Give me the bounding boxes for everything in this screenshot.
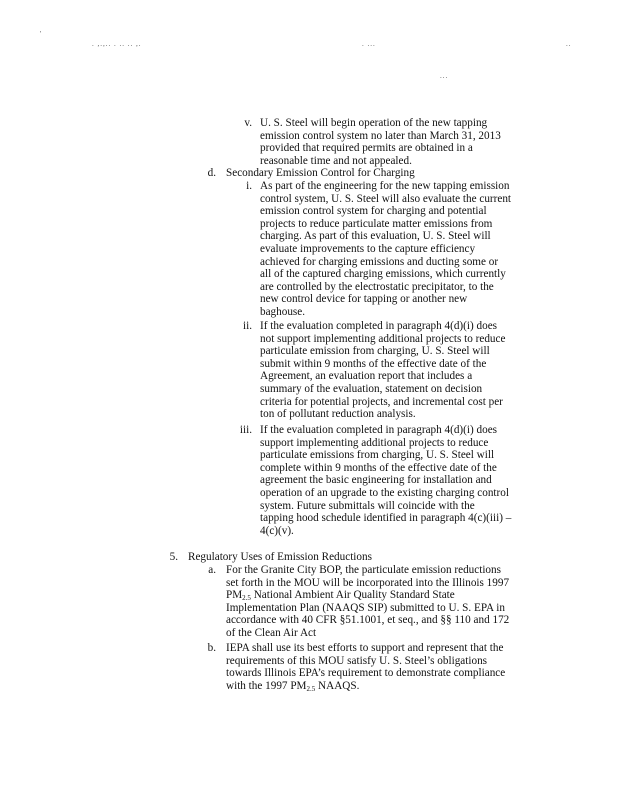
text-line: not support implementing additional projects to reduce — [260, 332, 506, 345]
text-line — [226, 680, 505, 693]
text-line: If the evaluation completed in paragraph 4(d)(i) does — [260, 424, 498, 436]
text-line — [226, 589, 509, 602]
section-heading-5: Regulatory Uses of Emission Reductions — [188, 551, 372, 563]
text-line: ton of pollutant reduction analysis. — [260, 408, 416, 421]
item-label-4d-ii: ii. — [242, 320, 252, 332]
text-line: charging. As part of this evaluation, U. S. Steel will — [260, 230, 491, 243]
text-line: all of the captured charging emissions, which currently — [260, 268, 506, 281]
text-line: 4(c)(v). — [260, 524, 294, 537]
text-line: requirements of this MOU satisfy U. S. Steel’s obligations — [226, 654, 488, 667]
text-line: As part of the engineering for the new tapping emission — [260, 180, 510, 192]
text-line: submit within 9 months of the effective date of the — [260, 357, 487, 370]
item-label-4c-v: v. — [244, 117, 252, 129]
item-label-5: 5. — [169, 551, 178, 563]
item-label-5a: a. — [208, 564, 216, 576]
text-line: of the Clean Air Act — [226, 626, 317, 639]
text-line: reasonable time and not appealed. — [260, 154, 412, 167]
text-line: emission control system no later than March 31, 2013 — [260, 129, 501, 142]
paragraph-4d-i — [260, 180, 511, 319]
text-line: evaluate improvements to the capture efficiency — [260, 242, 476, 255]
text-line: Implementation Plan (NAAQS SIP) submitted to U. S. EPA in — [226, 601, 505, 614]
text-line: control system, U. S. Steel will also evaluate the current — [260, 192, 512, 205]
text-line: particulate emission from charging, U. S. Steel will — [260, 345, 490, 358]
text-line: U. S. Steel will begin operation of the new tapping — [260, 117, 488, 129]
text-line: provided that required permits are obtained in a — [260, 142, 473, 155]
text-line: tapping hood schedule identified in paragraph 4(c)(iii) – — [260, 512, 512, 525]
section-heading-4d: Secondary Emission Control for Charging — [226, 167, 415, 179]
item-label-5b: b. — [207, 642, 216, 654]
item-label-4d: d. — [207, 167, 216, 179]
item-label-4d-iii: iii. — [239, 424, 252, 436]
text-line: accordance with 40 CFR §51.1001, et seq., and §§ 110 and 172 — [226, 614, 510, 627]
text-line: towards Illinois EPA’s requirement to demonstrate compliance — [226, 667, 506, 680]
pm-text: PM — [226, 589, 243, 602]
scan-mark: . ,.,.. . .. .. ,. — [92, 40, 142, 48]
text-line: agreement the basic engineering for installation and — [260, 474, 492, 487]
text-line: new control device for tapping or another new — [260, 293, 468, 306]
pm-subscript: 2.5 — [242, 594, 251, 603]
text-line: summary of the evaluation, statement on decision — [260, 382, 483, 395]
text-line: operation of an upgrade to the existing charging control — [260, 486, 509, 499]
text-line: Agreement, an evaluation report that includes a — [260, 370, 473, 383]
text-line: achieved for charging emissions and ducting some or — [260, 255, 499, 268]
scan-mark: . ... — [362, 40, 376, 48]
paragraph-5a — [226, 564, 509, 640]
text-line: support implementing additional projects to reduce — [260, 436, 489, 449]
text-line: system. Future submittals will coincide with the — [260, 499, 475, 512]
paragraph-5b — [226, 642, 505, 692]
text-line: particulate emissions from charging, U. S. Steel will — [260, 449, 495, 462]
text-line: projects to reduce particulate matter emissions from — [260, 217, 493, 230]
text-segment: with the 1997 PM — [226, 679, 307, 692]
pm-subscript: 2.5 — [306, 684, 316, 693]
paragraph-4d-ii — [260, 320, 505, 421]
paragraph-4c-v — [260, 117, 501, 167]
text-segment: NAAQS. — [315, 679, 360, 692]
paragraph-4d-iii — [260, 424, 511, 537]
text-line: set forth in the MOU will be incorporated into the Illinois 1997 — [226, 576, 510, 589]
item-label-4d-i: i. — [246, 180, 252, 192]
scan-mark: ... — [440, 72, 449, 80]
scan-mark: .. — [566, 40, 572, 48]
text-line: complete within 9 months of the effective date of the — [260, 461, 497, 474]
text-line: IEPA shall use its best efforts to support and represent that the — [226, 642, 504, 654]
text-segment: National Ambient Air Quality Standard State — [250, 589, 455, 602]
text-line: criteria for potential projects, and incremental cost per — [260, 395, 503, 408]
text-line: emission control system for charging and potential — [260, 205, 487, 218]
text-line: baghouse. — [260, 305, 306, 318]
scan-mark: ' — [40, 30, 43, 38]
text-line: For the Granite City BOP, the particulate emission reductions — [226, 564, 501, 576]
text-line: If the evaluation completed in paragraph 4(d)(i) does — [260, 320, 498, 332]
text-line: are controlled by the electrostatic precipitator, to the — [260, 280, 494, 293]
